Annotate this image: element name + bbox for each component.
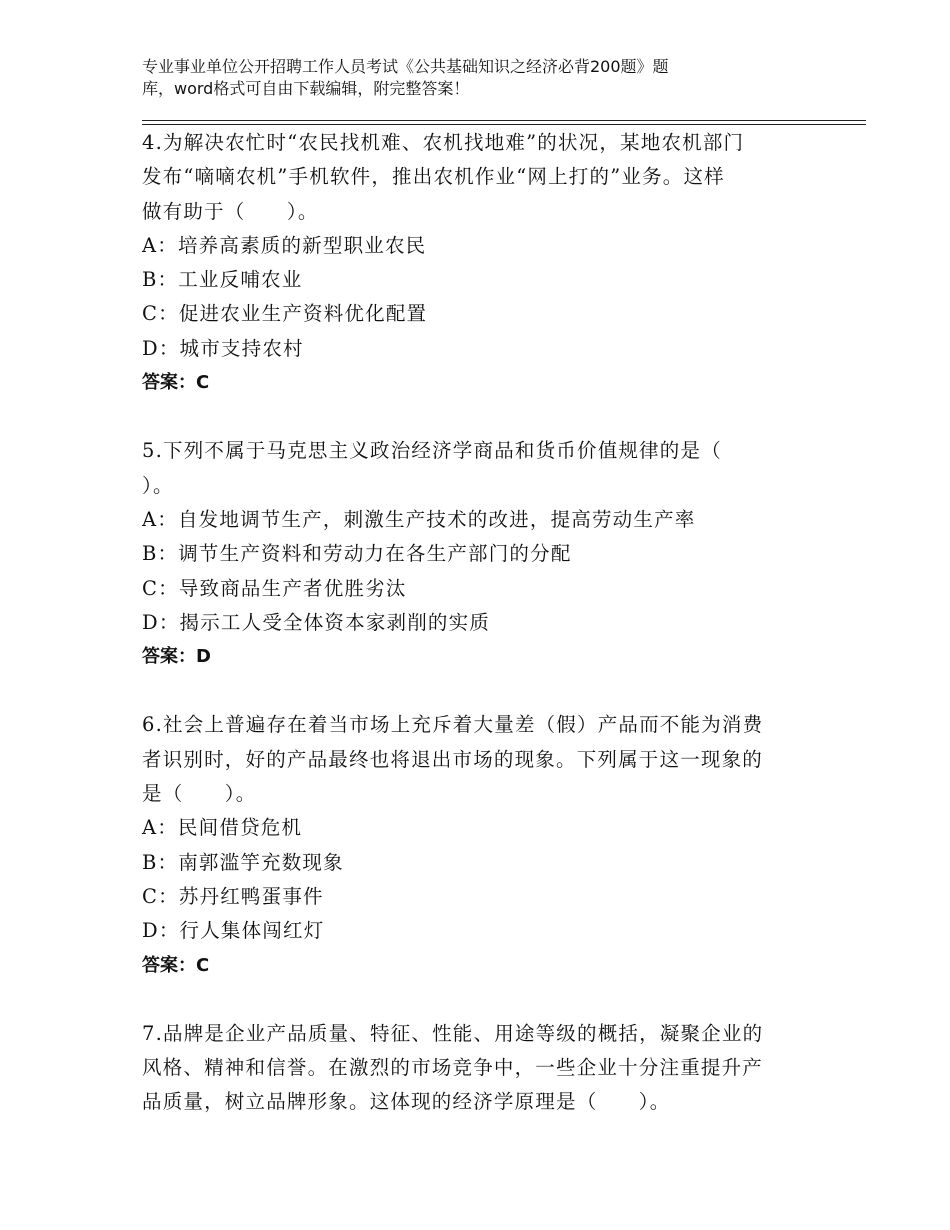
question-4 xyxy=(142,126,802,400)
header-divider-top xyxy=(142,120,866,121)
question-stem-line: 7.品牌是企业产品质量、特征、性能、用途等级的概括，凝聚企业的 xyxy=(142,1021,764,1045)
question-6 xyxy=(142,708,802,982)
question-stem-line: 者识别时，好的产品最终也将退出市场的现象。下列属于这一现象的 xyxy=(142,747,764,771)
answer-label: 答案：D xyxy=(142,646,211,668)
option-d: D：揭示工人受全体资本家剥削的实质 xyxy=(142,610,491,634)
answer-label: 答案：C xyxy=(142,372,210,394)
document-header xyxy=(142,56,822,100)
header-title-line-1: 专业事业单位公开招聘工作人员考试《公共基础知识之经济必背200题》题 xyxy=(142,57,669,76)
answer-label: 答案：C xyxy=(142,954,210,976)
question-stem-line: 4.为解决农忙时“农民找机难、农机找地难”的状况，某地农机部门 xyxy=(142,131,745,154)
option-b: B：南郭滥竽充数现象 xyxy=(142,850,344,874)
question-7 xyxy=(142,1017,802,1120)
option-d: D：城市支持农村 xyxy=(142,336,304,360)
option-d: D：行人集体闯红灯 xyxy=(142,919,325,943)
question-5 xyxy=(142,434,802,674)
question-stem-line: 5.下列不属于马克思主义政治经济学商品和货币价值规律的是（ xyxy=(142,439,722,463)
option-a: A：自发地调节生产，刺激生产技术的改进，提高劳动生产率 xyxy=(142,507,696,531)
header-title-line-2: 库，word格式可自由下载编辑，附完整答案！ xyxy=(142,79,470,98)
header-divider-bottom xyxy=(142,124,866,125)
option-b: B：调节生产资料和劳动力在各生产部门的分配 xyxy=(142,542,572,566)
question-stem-line: ）。 xyxy=(142,473,174,497)
question-stem-line: 风格、精神和信誉。在激烈的市场竞争中，一些企业十分注重提升产 xyxy=(142,1056,764,1080)
option-a: A：民间借贷危机 xyxy=(142,816,303,840)
question-list xyxy=(142,126,802,1120)
option-c: C：导致商品生产者优胜劣汰 xyxy=(142,576,407,600)
question-stem-line: 品质量，树立品牌形象。这体现的经济学原理是（ ）。 xyxy=(142,1090,671,1114)
question-stem-line: 做有助于（ ）。 xyxy=(142,199,319,223)
option-b: B：工业反哺农业 xyxy=(142,268,303,292)
option-c: C：促进农业生产资料优化配置 xyxy=(142,302,428,326)
question-stem-line: 6.社会上普遍存在着当市场上充斥着大量差（假）产品而不能为消费 xyxy=(142,713,764,737)
option-a: A：培养高素质的新型职业农民 xyxy=(142,233,427,257)
option-c: C：苏丹红鸭蛋事件 xyxy=(142,884,324,908)
question-stem-line: 是（ ）。 xyxy=(142,782,257,806)
question-stem-line: 发布“嘀嘀农机”手机软件，推出农机作业“网上打的”业务。这样 xyxy=(142,165,725,189)
